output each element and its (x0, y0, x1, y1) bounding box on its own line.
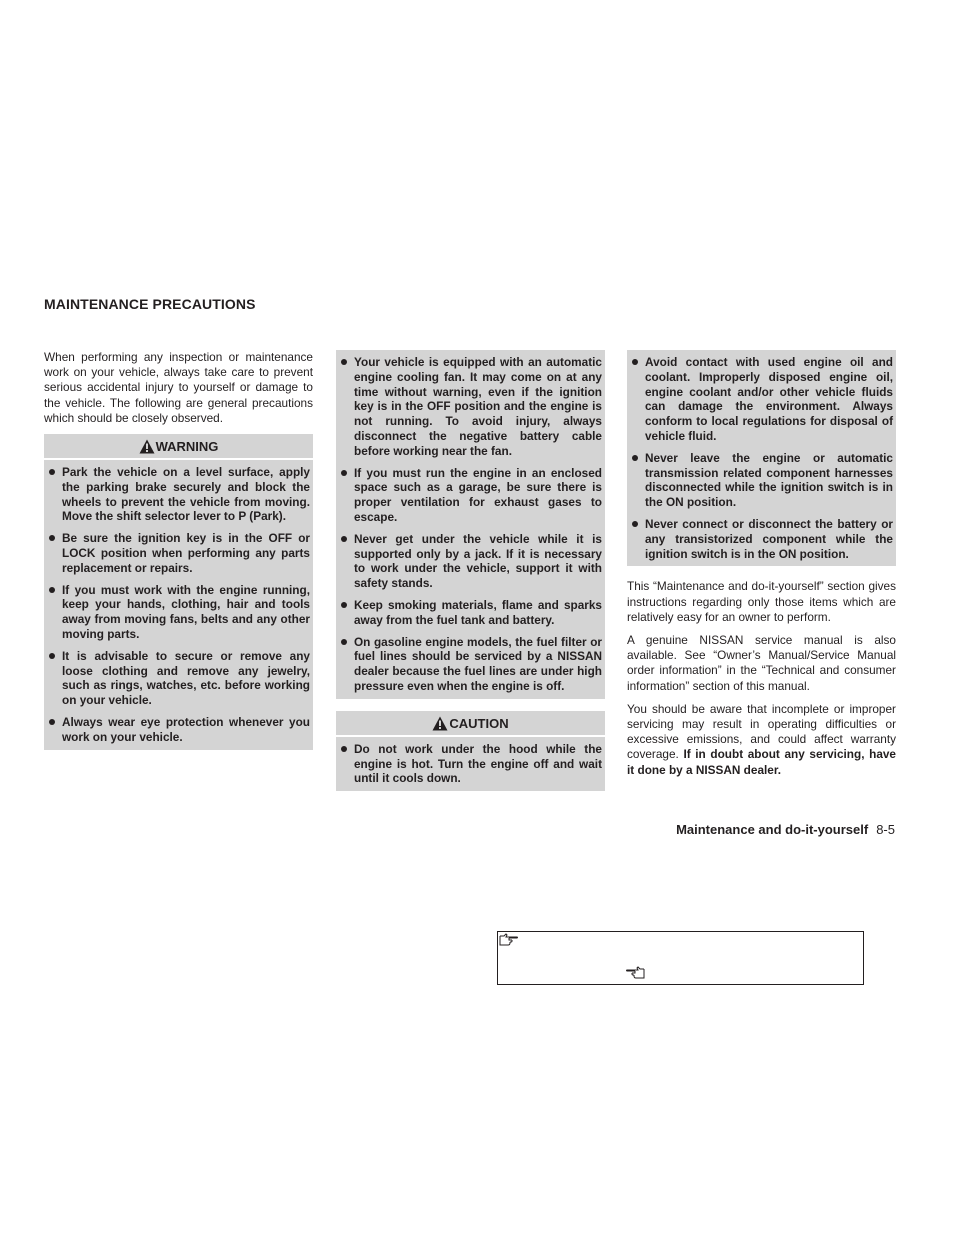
list-item (47, 715, 310, 745)
bullet-icon (632, 521, 638, 527)
caution-continued-box (627, 350, 896, 566)
warning-continued-box (336, 350, 605, 699)
bullet-icon (632, 359, 638, 365)
list-item (339, 355, 602, 459)
list-item-text: On gasoline engine models, the fuel filter or fuel lines should be serviced by a NISSAN dealer because the fuel lines are under high pressure even when the engine is off. (354, 634, 602, 693)
list-item-text: Never leave the engine or automatic transmission related component harnesses disconnected while the ignition switch is in the ON position. (645, 450, 893, 510)
pointing-hand-icon (625, 966, 645, 980)
servicing-advice-paragraph (627, 702, 896, 778)
bullet-icon (341, 746, 347, 752)
service-manual-paragraph: A genuine NISSAN service manual is also available. See “Owner’s Manual/Service Manual order information” in the “Technical and consumer information” section of this manual. (627, 632, 896, 693)
caution-list (339, 742, 602, 786)
bullet-icon (49, 469, 55, 475)
warning-box (44, 434, 313, 750)
caution-box (336, 711, 605, 791)
list-item (630, 355, 893, 444)
list-item-text: Your vehicle is equipped with an automatic engine cooling fan. It may come on at any time without warning, even if the ignition key is in the OFF position and the engine is not running. To avoid injury, always disconnect the negative battery cable before working near the fan. (354, 355, 602, 458)
footer-section-title: Maintenance and do-it-yourself (676, 822, 869, 837)
warning-list (47, 465, 310, 745)
list-item (339, 532, 602, 591)
warning-triangle-icon (139, 439, 155, 454)
list-item (47, 583, 310, 642)
list-item-text: Never connect or disconnect the battery or any transistorized component while the ignition switch is in the ON position. (645, 516, 893, 561)
list-item (47, 531, 310, 575)
list-item-text: Park the vehicle on a level surface, apply the parking brake securely and block the wheels to prevent the vehicle from moving. Move the shift selector lever to P (Park). (62, 465, 310, 524)
list-item-text: Do not work under the hood while the engine is hot. Turn the engine off and wait until it cools down. (354, 741, 602, 786)
list-item (339, 466, 602, 525)
page-number: 8-5 (876, 822, 895, 837)
servicing-advice-text: You should be aware that incomplete or improper servicing may result in operating difficulties or excessive emissions, and could affect warranty coverage. (627, 701, 896, 762)
column-2 (336, 350, 605, 791)
bullet-icon (49, 719, 55, 725)
caution-continued-list (630, 355, 893, 561)
warning-header (44, 436, 313, 460)
bullet-icon (341, 639, 347, 645)
list-item-text: Avoid contact with used engine oil and coolant. Improperly disposed engine oil, engine coolant and/or other vehicle fluids can damage the environment. Always conform to local regulations for disposal of vehicle fluid. (645, 355, 893, 443)
bullet-icon (632, 455, 638, 461)
pointing-hand-icon (499, 933, 519, 947)
list-item-text: Keep smoking materials, flame and sparks away from the fuel tank and battery. (354, 597, 602, 627)
warning-triangle-icon (432, 716, 448, 731)
bullet-icon (49, 535, 55, 541)
intro-paragraph: When performing any inspection or maintenance work on your vehicle, always take care to prevent serious accidental injury to yourself or damage to the vehicle. The following are general precautions which should be closely observed. (44, 350, 313, 425)
list-item (339, 635, 602, 694)
caution-header (336, 713, 605, 737)
list-item-text: Never get under the vehicle while it is supported only by a jack. If it is necessary to work under the vehicle, support it with safety stands. (354, 531, 602, 591)
bullet-icon (341, 602, 347, 608)
list-item-text: If you must run the engine in an enclosed space such as a garage, be sure there is proper ventilation for exhaust gases to escape. (354, 465, 602, 524)
list-item (47, 465, 310, 524)
page-footer (676, 822, 895, 837)
list-item (339, 598, 602, 628)
list-item-text: Be sure the ignition key is in the OFF or LOCK position when performing any parts replacement or repairs. (62, 531, 310, 575)
list-item (47, 649, 310, 708)
section-title: MAINTENANCE PRECAUTIONS (44, 296, 256, 312)
bullet-icon (341, 359, 347, 365)
list-item (630, 451, 893, 510)
list-item (339, 742, 602, 786)
bullet-icon (341, 470, 347, 476)
list-item-text: Always wear eye protection whenever you work on your vehicle. (62, 714, 310, 744)
list-item-text: It is advisable to secure or remove any loose clothing and remove any jewelry, such as rings, watches, etc. before working on your vehicle. (62, 648, 310, 708)
column-1 (44, 350, 313, 750)
list-item (630, 517, 893, 561)
warning-continued-list (339, 355, 602, 694)
caution-label: CAUTION (449, 715, 509, 731)
list-item-text: If you must work with the engine running, keep your hands, clothing, hair and tools away from moving fans, belts and any other moving parts. (62, 582, 310, 641)
bullet-icon (341, 536, 347, 542)
note-box (497, 931, 864, 985)
warning-label: WARNING (155, 439, 219, 455)
column-3 (627, 350, 896, 786)
bullet-icon (49, 587, 55, 593)
servicing-advice-emphasis: If in doubt about any servicing, have it done by a NISSAN dealer. (627, 747, 896, 777)
section-scope-paragraph: This “Maintenance and do-it-yourself” section gives instructions regarding only those items which are relatively easy for an owner to perform. (627, 579, 896, 624)
bullet-icon (49, 653, 55, 659)
